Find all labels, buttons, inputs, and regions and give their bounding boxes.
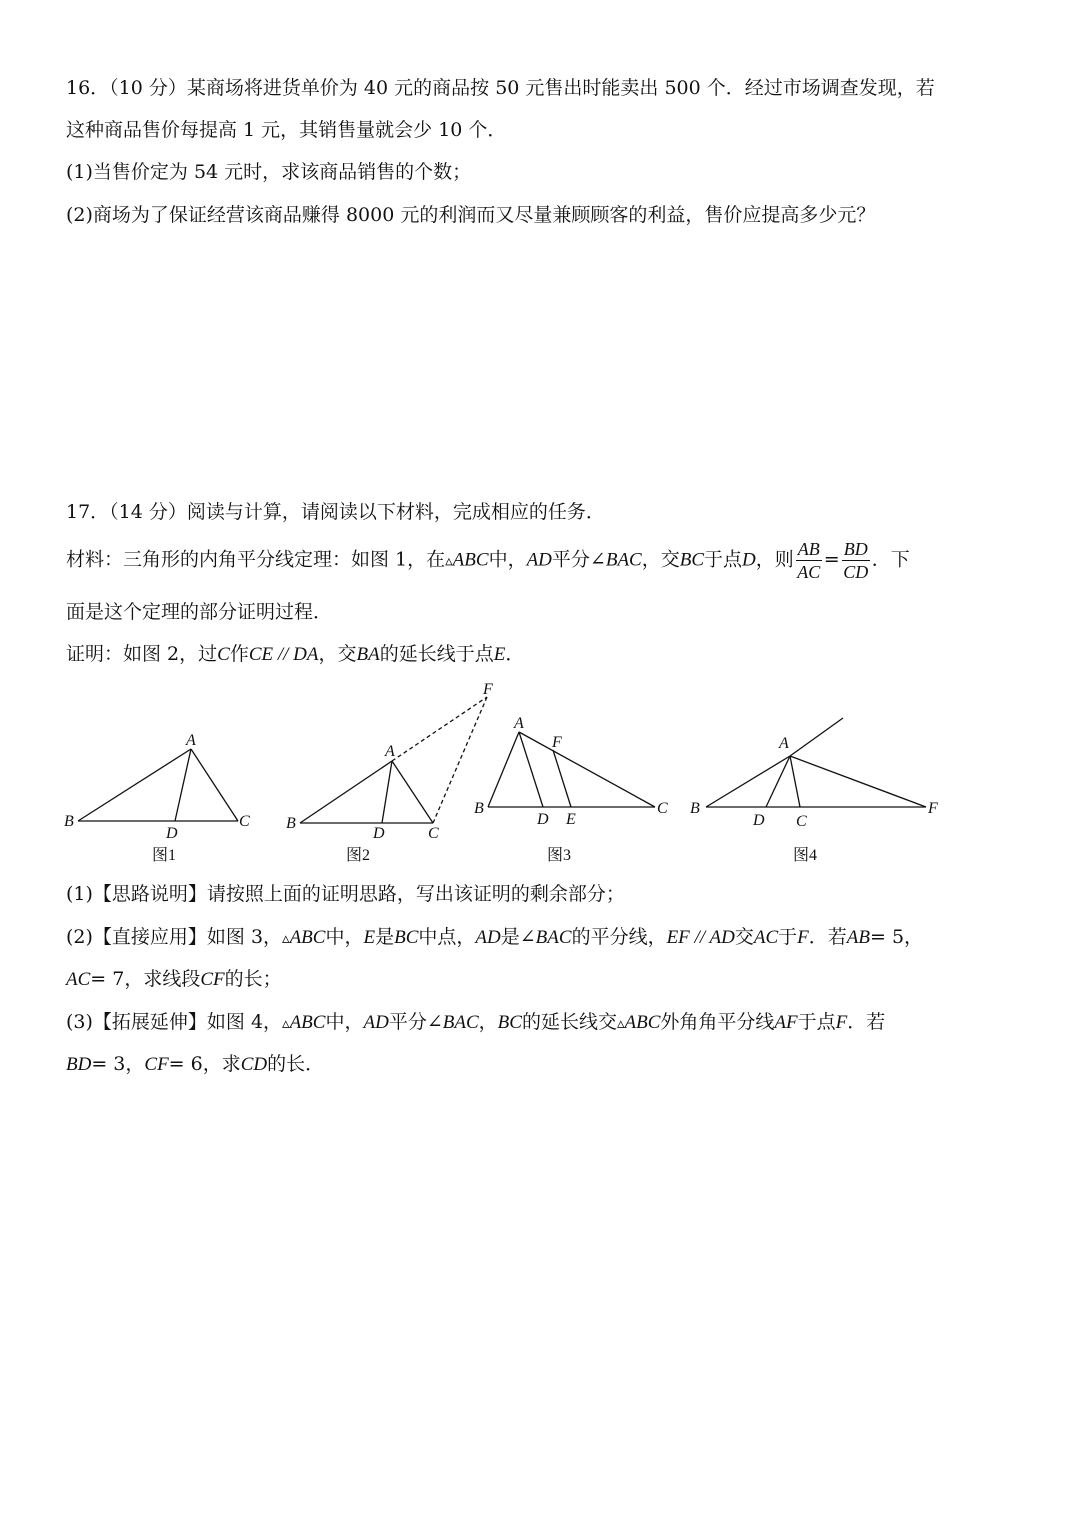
q17-material-line1: 材料：三角形的内角平分线定理：如图 1，在▵ABC中，AD平分∠BAC，交BC于点D，则 $\frac{AB}{AC}$ = $\frac{BD}{CD}$ ．下	[66, 539, 910, 582]
q17-part1: (1)【思路说明】请按照上面的证明思路，写出该证明的剩余部分；	[66, 883, 625, 905]
q17-part2-line1: (2)【直接应用】如图 3，▵ABC中，E是BC中点，AD是∠BAC的平分线，EF // AD交AC于F．若AB= 5，	[66, 926, 924, 948]
fig3-label-a: A	[514, 715, 524, 732]
q16-part1: (1)当售价定为 54 元时，求该商品销售的个数；	[66, 161, 472, 183]
q17-line1: 17．（14 分）阅读与计算，请阅读以下材料，完成相应的任务．	[66, 501, 605, 523]
fig2-label-b: B	[286, 815, 296, 832]
fig3-caption: 图3	[547, 847, 572, 864]
figure-1	[78, 749, 238, 821]
fig2-label-f: F	[483, 681, 493, 698]
fig4-label-d: D	[753, 812, 765, 829]
fig1-caption: 图1	[152, 847, 177, 864]
figure-2	[300, 697, 487, 823]
fig4-label-b: B	[690, 800, 700, 817]
fig3-label-b: B	[474, 800, 484, 817]
fraction-bd-cd: $\frac{BD}{CD}$	[843, 539, 869, 582]
q16-line2: 这种商品售价每提高 1 元，其销售量就会少 10 个．	[66, 119, 507, 141]
fig1-label-d: D	[166, 825, 178, 842]
fig4-label-a: A	[779, 735, 789, 752]
q16-part2: (2)商场为了保证经营该商品赚得 8000 元的利润而又尽量兼顾顾客的利益，售价应提高多少元？	[66, 204, 876, 226]
fig3-label-f: F	[552, 734, 562, 751]
fig4-label-f: F	[928, 800, 938, 817]
figure-3	[488, 732, 655, 807]
fig4-label-c: C	[796, 813, 807, 830]
fig1-label-a: A	[186, 732, 196, 749]
fig1-label-b: B	[64, 813, 74, 830]
fig3-label-c: C	[657, 800, 668, 817]
fig1-label-c: C	[239, 813, 250, 830]
fig2-label-c: C	[428, 825, 439, 842]
q17-part3-line1: (3)【拓展延伸】如图 4，▵ABC中，AD平分∠BAC，BC的延长线交▵ABC外角角平分线AF于点F．若	[66, 1011, 886, 1033]
fig3-label-e: E	[566, 811, 576, 828]
fraction-ab-ac: $\frac{AB}{AC}$	[797, 539, 821, 582]
fig2-label-a: A	[385, 743, 395, 760]
fig3-label-d: D	[537, 811, 549, 828]
figures	[0, 670, 1080, 875]
figure-4	[706, 718, 926, 807]
q17-part2-line2: AC= 7，求线段CF的长；	[66, 968, 282, 990]
q17-proof-line: 证明：如图 2，过C作CE // DA，交BA的延长线于点E．	[66, 643, 525, 665]
q17-material-line2: 面是这个定理的部分证明过程．	[66, 601, 333, 623]
fig2-label-d: D	[373, 825, 385, 842]
q16-line1: 16．（10 分）某商场将进货单价为 40 元的商品按 50 元售出时能卖出 500 个．经过市场调查发现，若	[66, 77, 935, 99]
fig2-caption: 图2	[346, 847, 371, 864]
fig4-caption: 图4	[793, 847, 818, 864]
q17-part3-line2: BD= 3，CF= 6，求CD的长．	[66, 1053, 325, 1075]
